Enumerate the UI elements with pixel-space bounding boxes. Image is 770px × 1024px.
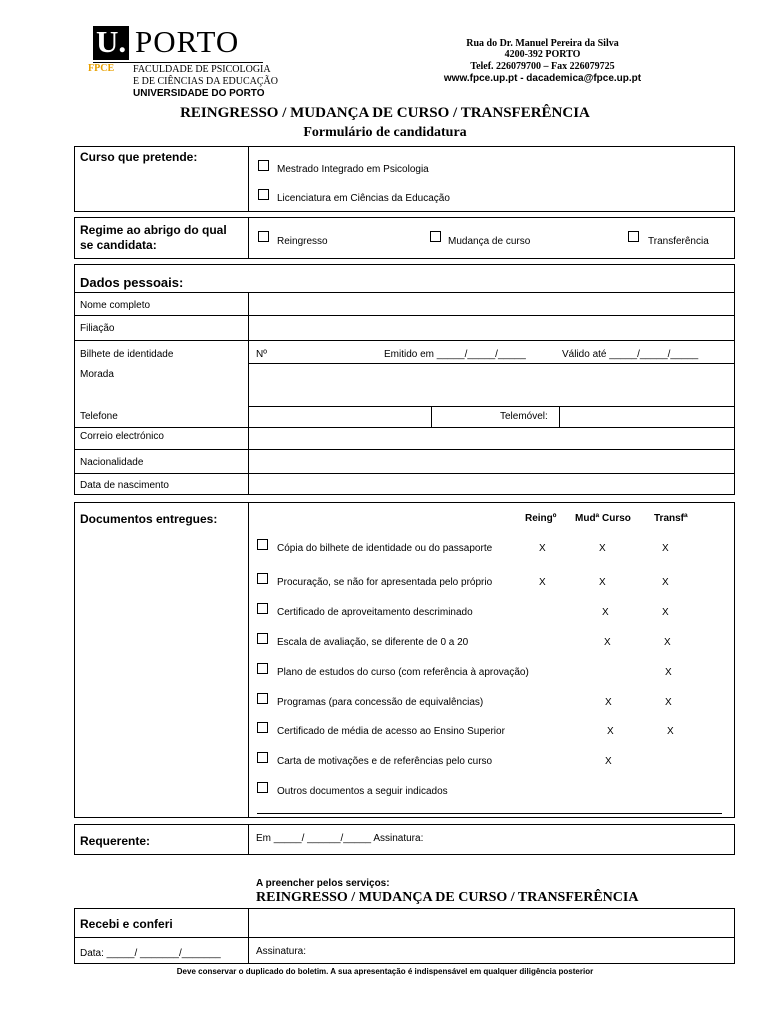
doc-6-mud: X xyxy=(607,726,614,737)
requerente-label: Requerente: xyxy=(80,834,151,848)
doc-1-mud: X xyxy=(599,577,606,588)
col-reing-header: Reingº xyxy=(525,513,557,524)
doc-0-transf: X xyxy=(662,543,669,554)
doc-2-mud: X xyxy=(602,607,609,618)
footer-note: Deve conservar o duplicado do boletim. A sua apresentação é indispensável em qualquer diligência posterior xyxy=(176,967,594,976)
doc-checkbox-6[interactable] xyxy=(257,722,268,733)
doc-checkbox-7[interactable] xyxy=(257,752,268,763)
requerente-divider xyxy=(248,824,249,855)
doc-checkbox-0[interactable] xyxy=(257,539,268,550)
form-title: REINGRESSO / MUDANÇA DE CURSO / TRANSFERÊNCIA xyxy=(180,105,590,121)
telefone-divider xyxy=(431,406,432,427)
doc-checkbox-1[interactable] xyxy=(257,573,268,584)
address-line1: Rua do Dr. Manuel Pereira da Silva xyxy=(466,38,619,49)
curso-option-checkbox-0[interactable] xyxy=(258,160,269,171)
recebi-rule xyxy=(74,937,735,938)
doc-label-8: Outros documentos a seguir indicados xyxy=(277,786,448,797)
bilhete-valido[interactable]: Válido até _____/_____/_____ xyxy=(562,349,699,360)
telemovel-divider xyxy=(559,406,560,427)
curso-option-label-0: Mestrado Integrado em Psicologia xyxy=(277,164,429,175)
doc-2-transf: X xyxy=(662,607,669,618)
nacionalidade-label: Nacionalidade xyxy=(80,457,144,468)
doc-label-2: Certificado de aproveitamento descriminado xyxy=(277,607,473,618)
servicos-title: REINGRESSO / MUDANÇA DE CURSO / TRANSFERÊNCIA xyxy=(256,890,639,905)
doc-label-0: Cópia do bilhete de identidade ou do passaporte xyxy=(277,543,493,554)
col-mud-header: Mudª Curso xyxy=(575,513,631,524)
form-subtitle: Formulário de candidatura xyxy=(303,125,467,140)
bilhete-label: Bilhete de identidade xyxy=(80,349,174,360)
recebi-assinatura[interactable]: Assinatura: xyxy=(256,946,307,957)
faculty-line1: FACULDADE DE PSICOLOGIA xyxy=(133,64,271,75)
doc-5-transf: X xyxy=(665,697,672,708)
curso-label: Curso que pretende: xyxy=(80,150,198,164)
curso-option-checkbox-1[interactable] xyxy=(258,189,269,200)
doc-0-reing: X xyxy=(539,543,546,554)
regime-checkbox-reingresso[interactable] xyxy=(258,231,269,242)
recebi-label: Recebi e conferi xyxy=(80,917,173,931)
faculty-line2: E DE CIÊNCIAS DA EDUCAÇÃO xyxy=(133,76,278,87)
curso-option-label-1: Licenciatura em Ciências da Educação xyxy=(277,193,450,204)
address-line2: 4200-392 PORTO xyxy=(504,49,581,60)
col-transf-header: Transfª xyxy=(654,513,688,524)
doc-checkbox-2[interactable] xyxy=(257,603,268,614)
doc-checkbox-5[interactable] xyxy=(257,693,268,704)
outros-line[interactable] xyxy=(257,813,722,814)
filiacao-field[interactable] xyxy=(249,316,734,340)
dados-heading: Dados pessoais: xyxy=(80,275,184,290)
doc-label-7: Carta de motivações e de referências pelo curso xyxy=(277,756,493,767)
regime-label-line1: Regime ao abrigo do qual xyxy=(80,223,227,237)
recebi-data[interactable]: Data: _____/ _______/_______ xyxy=(80,948,221,959)
doc-checkbox-3[interactable] xyxy=(257,633,268,644)
rule xyxy=(248,406,735,407)
doc-4-transf: X xyxy=(665,667,672,678)
logo-fpce: FPCE xyxy=(88,63,115,74)
address-line4: www.fpce.up.pt - dacademica@fpce.up.pt xyxy=(443,73,642,84)
telefone-label: Telefone xyxy=(80,411,118,422)
curso-divider xyxy=(248,146,249,212)
documentos-heading: Documentos entregues: xyxy=(80,512,218,526)
regime-label-line2: se candidata: xyxy=(80,238,157,252)
doc-0-mud: X xyxy=(599,543,606,554)
logo-porto-text: PORTO xyxy=(135,24,240,59)
doc-5-mud: X xyxy=(605,697,612,708)
logo-rule xyxy=(93,62,263,63)
doc-label-3: Escala de avaliação, se diferente de 0 a 20 xyxy=(277,637,469,648)
regime-label-mudanca: Mudança de curso xyxy=(448,236,531,247)
rule xyxy=(74,340,735,341)
rule xyxy=(74,473,735,474)
doc-label-1: Procuração, se não for apresentada pelo próprio xyxy=(277,577,493,588)
doc-3-mud: X xyxy=(604,637,611,648)
requerente-text[interactable]: Em _____/ ______/_____ Assinatura: xyxy=(256,833,424,844)
university-name: UNIVERSIDADE DO PORTO xyxy=(133,88,265,99)
regime-label-transferencia: Transferência xyxy=(648,236,709,247)
regime-label-reingresso: Reingresso xyxy=(277,236,328,247)
doc-1-reing: X xyxy=(539,577,546,588)
rule xyxy=(74,449,735,450)
doc-label-4: Plano de estudos do curso (com referência à aprovação) xyxy=(277,667,529,678)
doc-7-mud: X xyxy=(605,756,612,767)
rule xyxy=(74,427,735,428)
doc-checkbox-8[interactable] xyxy=(257,782,268,793)
doc-3-transf: X xyxy=(664,637,671,648)
bilhete-numero[interactable]: Nº xyxy=(256,349,267,360)
regime-checkbox-transferencia[interactable] xyxy=(628,231,639,242)
logo-u-text: U. xyxy=(96,24,127,59)
documentos-divider xyxy=(248,502,249,818)
doc-label-5: Programas (para concessão de equivalências) xyxy=(277,697,484,708)
morada-label: Morada xyxy=(80,369,114,380)
address-line3: Telef. 226079700 – Fax 226079725 xyxy=(470,61,615,72)
correio-label: Correio electrónico xyxy=(80,431,164,442)
servicos-label: A preencher pelos serviços: xyxy=(256,878,390,889)
nascimento-label: Data de nascimento xyxy=(80,480,169,491)
regime-divider xyxy=(248,217,249,259)
nome-label: Nome completo xyxy=(80,300,151,311)
morada-field[interactable] xyxy=(249,364,734,406)
doc-label-6: Certificado de média de acesso ao Ensino Superior xyxy=(277,726,505,737)
doc-checkbox-4[interactable] xyxy=(257,663,268,674)
nome-field[interactable] xyxy=(249,293,734,315)
filiacao-label: Filiação xyxy=(80,323,115,334)
recebi-divider xyxy=(248,908,249,964)
doc-6-transf: X xyxy=(667,726,674,737)
regime-checkbox-mudanca[interactable] xyxy=(430,231,441,242)
bilhete-emitido[interactable]: Emitido em _____/_____/_____ xyxy=(384,349,526,360)
doc-1-transf: X xyxy=(662,577,669,588)
telemovel-label: Telemóvel: xyxy=(500,411,548,422)
